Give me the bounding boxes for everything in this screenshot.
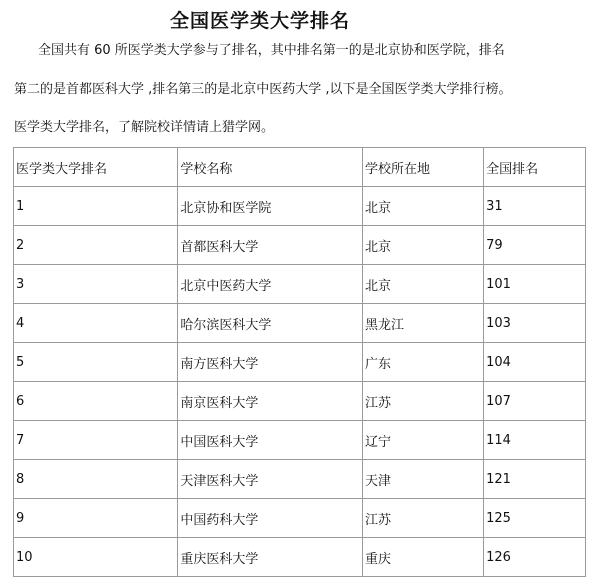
cell-location: 江苏: [363, 382, 484, 421]
table-row: [14, 187, 586, 226]
cell-rank: 10: [14, 538, 178, 577]
cell-school-name: 南方医科大学: [178, 343, 363, 382]
cell-rank: 3: [14, 265, 178, 304]
cell-location: 北京: [363, 226, 484, 265]
cell-rank: 5: [14, 343, 178, 382]
cell-location: 北京: [363, 187, 484, 226]
cell-rank: 1: [14, 187, 178, 226]
cell-national-rank: 121: [484, 460, 586, 499]
table-row: [14, 538, 586, 577]
cell-national-rank: 114: [484, 421, 586, 460]
cell-national-rank: 107: [484, 382, 586, 421]
cell-school-name: 中国医科大学: [178, 421, 363, 460]
header-national-rank: 全国排名: [484, 148, 586, 187]
cell-location: 广东: [363, 343, 484, 382]
cell-location: 江苏: [363, 499, 484, 538]
cell-school-name: 中国药科大学: [178, 499, 363, 538]
cell-rank: 7: [14, 421, 178, 460]
cell-national-rank: 126: [484, 538, 586, 577]
cell-school-name: 首都医科大学: [178, 226, 363, 265]
page-title: 全国医学类大学排名: [169, 10, 350, 32]
cell-school-name: 天津医科大学: [178, 460, 363, 499]
table-row: [14, 421, 586, 460]
cell-rank: 4: [14, 304, 178, 343]
cell-school-name: 北京中医药大学: [178, 265, 363, 304]
cell-location: 北京: [363, 265, 484, 304]
cell-national-rank: 125: [484, 499, 586, 538]
table-header-row: [14, 148, 586, 187]
cell-national-rank: 79: [484, 226, 586, 265]
cell-school-name: 南京医科大学: [178, 382, 363, 421]
cell-national-rank: 103: [484, 304, 586, 343]
table-row: [14, 304, 586, 343]
intro-paragraph-line-3: 医学类大学排名，了解院校详情请上猎学网。: [14, 120, 275, 135]
header-school-name: 学校名称: [178, 148, 363, 187]
cell-national-rank: 101: [484, 265, 586, 304]
cell-rank: 2: [14, 226, 178, 265]
cell-location: 辽宁: [363, 421, 484, 460]
table-row: [14, 499, 586, 538]
cell-location: 重庆: [363, 538, 484, 577]
cell-location: 黑龙江: [363, 304, 484, 343]
cell-location: 天津: [363, 460, 484, 499]
table-row: [14, 382, 586, 421]
cell-school-name: 重庆医科大学: [178, 538, 363, 577]
cell-rank: 6: [14, 382, 178, 421]
cell-school-name: 北京协和医学院: [178, 187, 363, 226]
header-location: 学校所在地: [363, 148, 484, 187]
intro-paragraph-line-1: 全国共有 60 所医学类大学参与了排名，其中排名第一的是北京协和医学院，排名: [38, 43, 505, 58]
table-row: [14, 265, 586, 304]
cell-rank: 9: [14, 499, 178, 538]
cell-rank: 8: [14, 460, 178, 499]
table-row: [14, 343, 586, 382]
cell-national-rank: 31: [484, 187, 586, 226]
cell-national-rank: 104: [484, 343, 586, 382]
table-row: [14, 460, 586, 499]
intro-paragraph-line-2: 第二的是首都医科大学 ,排名第三的是北京中医药大学 ,以下是全国医学类大学排行榜。: [14, 82, 512, 97]
cell-school-name: 哈尔滨医科大学: [178, 304, 363, 343]
ranking-table: [13, 147, 586, 577]
header-rank: 医学类大学排名: [14, 148, 178, 187]
table-row: [14, 226, 586, 265]
